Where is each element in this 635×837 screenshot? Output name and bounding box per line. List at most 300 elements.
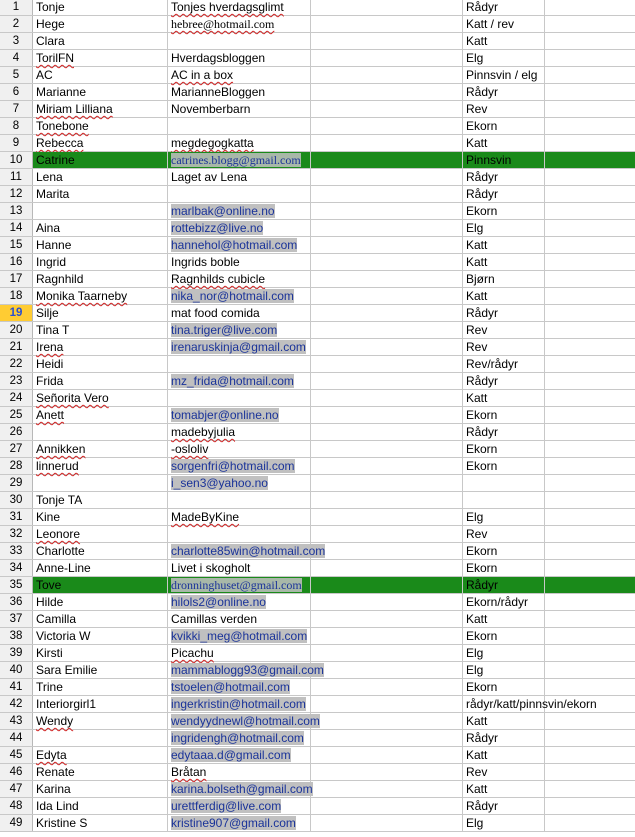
cell-blog[interactable]: kvikki_meg@hotmail.com	[168, 628, 311, 644]
cell-empty[interactable]	[545, 645, 635, 661]
table-row[interactable]	[0, 305, 635, 322]
cell-empty[interactable]	[311, 373, 463, 389]
row-header[interactable]: 10	[0, 152, 33, 168]
cell-name[interactable]: Kirsti	[33, 645, 168, 661]
cell-empty[interactable]	[311, 560, 463, 576]
cell-name[interactable]: Frida	[33, 373, 168, 389]
cell-animal[interactable]: Rådyr	[463, 84, 545, 100]
cell-empty[interactable]	[545, 526, 635, 542]
cell-blog[interactable]: mat food comida	[168, 305, 311, 321]
row-header[interactable]: 6	[0, 84, 33, 100]
table-row[interactable]	[0, 730, 635, 747]
row-header[interactable]: 42	[0, 696, 33, 712]
cell-animal[interactable]: Katt / rev	[463, 16, 545, 32]
cell-blog[interactable]: i_sen3@yahoo.no	[168, 475, 311, 491]
cell-empty[interactable]	[545, 373, 635, 389]
cell-empty[interactable]	[545, 798, 635, 814]
cell-blog[interactable]: hilols2@online.no	[168, 594, 311, 610]
cell-name[interactable]: Tove	[33, 577, 168, 593]
cell-empty[interactable]	[311, 169, 463, 185]
cell-blog[interactable]: marlbak@online.no	[168, 203, 311, 219]
cell-empty[interactable]	[311, 33, 463, 49]
cell-empty[interactable]	[311, 0, 463, 15]
cell-empty[interactable]	[545, 67, 635, 83]
row-header[interactable]: 11	[0, 169, 33, 185]
row-header[interactable]: 18	[0, 288, 33, 304]
cell-empty[interactable]	[311, 390, 463, 406]
cell-empty[interactable]	[545, 407, 635, 423]
cell-animal[interactable]: Rådyr	[463, 577, 545, 593]
cell-animal[interactable]: Ekorn	[463, 543, 545, 559]
cell-blog[interactable]: sorgenfri@hotmail.com	[168, 458, 311, 474]
cell-animal[interactable]: Rev	[463, 322, 545, 338]
cell-empty[interactable]	[311, 322, 463, 338]
row-header[interactable]: 31	[0, 509, 33, 525]
cell-animal[interactable]: Katt	[463, 390, 545, 406]
table-row[interactable]	[0, 135, 635, 152]
cell-animal[interactable]: Elg	[463, 220, 545, 236]
cell-animal[interactable]: Katt	[463, 288, 545, 304]
cell-name[interactable]: Hilde	[33, 594, 168, 610]
cell-empty[interactable]	[311, 475, 463, 491]
cell-blog[interactable]	[168, 118, 311, 134]
row-header[interactable]: 39	[0, 645, 33, 661]
cell-blog[interactable]: -osloliv	[168, 441, 311, 457]
cell-animal[interactable]: Pinnsvin / elg	[463, 67, 545, 83]
cell-name[interactable]: Irena	[33, 339, 168, 355]
cell-name[interactable]: Kine	[33, 509, 168, 525]
cell-animal[interactable]: Rev	[463, 764, 545, 780]
cell-blog[interactable]	[168, 526, 311, 542]
cell-blog[interactable]: Ingrids boble	[168, 254, 311, 270]
cell-empty[interactable]	[311, 101, 463, 117]
cell-empty[interactable]	[545, 441, 635, 457]
table-row[interactable]	[0, 526, 635, 543]
row-header[interactable]: 5	[0, 67, 33, 83]
row-header[interactable]: 21	[0, 339, 33, 355]
cell-name[interactable]: Hege	[33, 16, 168, 32]
cell-animal[interactable]: Ekorn	[463, 407, 545, 423]
cell-name[interactable]: Monika Taarneby	[33, 288, 168, 304]
cell-animal[interactable]	[463, 475, 545, 491]
cell-empty[interactable]	[311, 135, 463, 151]
table-row[interactable]	[0, 458, 635, 475]
cell-blog[interactable]: nika_nor@hotmail.com	[168, 288, 311, 304]
table-row[interactable]	[0, 390, 635, 407]
cell-empty[interactable]	[311, 118, 463, 134]
cell-empty[interactable]	[545, 713, 635, 729]
cell-blog[interactable]: dronninghuset@gmail.com	[168, 577, 311, 593]
cell-empty[interactable]	[311, 186, 463, 202]
row-header[interactable]: 15	[0, 237, 33, 253]
table-row[interactable]	[0, 237, 635, 254]
cell-blog[interactable]: mz_frida@hotmail.com	[168, 373, 311, 389]
row-header[interactable]: 29	[0, 475, 33, 491]
row-header[interactable]: 47	[0, 781, 33, 797]
table-row[interactable]	[0, 645, 635, 662]
cell-name[interactable]: Edyta	[33, 747, 168, 763]
cell-animal[interactable]: Rådyr	[463, 424, 545, 440]
cell-empty[interactable]	[311, 747, 463, 763]
cell-name[interactable]: Hanne	[33, 237, 168, 253]
cell-name[interactable]: Tonje TA	[33, 492, 168, 508]
table-row[interactable]	[0, 475, 635, 492]
cell-empty[interactable]	[545, 662, 635, 678]
row-header[interactable]: 40	[0, 662, 33, 678]
table-row[interactable]	[0, 339, 635, 356]
cell-empty[interactable]	[545, 356, 635, 372]
table-row[interactable]	[0, 764, 635, 781]
cell-empty[interactable]	[311, 356, 463, 372]
table-row[interactable]	[0, 577, 635, 594]
row-header[interactable]: 23	[0, 373, 33, 389]
cell-blog[interactable]: madebyjulia	[168, 424, 311, 440]
cell-animal[interactable]: Rev	[463, 339, 545, 355]
row-header[interactable]: 2	[0, 16, 33, 32]
cell-blog[interactable]: Novemberbarn	[168, 101, 311, 117]
cell-empty[interactable]	[545, 475, 635, 491]
cell-name[interactable]: Anett	[33, 407, 168, 423]
table-row[interactable]	[0, 407, 635, 424]
cell-name[interactable]: Ida Lind	[33, 798, 168, 814]
cell-empty[interactable]	[545, 696, 635, 712]
table-row[interactable]	[0, 0, 635, 16]
cell-name[interactable]: Camilla	[33, 611, 168, 627]
cell-animal[interactable]: Ekorn/rådyr	[463, 594, 545, 610]
cell-empty[interactable]	[545, 0, 635, 15]
cell-name[interactable]: Karina	[33, 781, 168, 797]
table-row[interactable]	[0, 254, 635, 271]
table-row[interactable]	[0, 373, 635, 390]
cell-blog[interactable]: megdegogkatta	[168, 135, 311, 151]
cell-empty[interactable]	[545, 203, 635, 219]
cell-empty[interactable]	[545, 543, 635, 559]
cell-blog[interactable]	[168, 356, 311, 372]
table-row[interactable]	[0, 679, 635, 696]
cell-name[interactable]: Kristine S	[33, 815, 168, 831]
row-header[interactable]: 3	[0, 33, 33, 49]
cell-empty[interactable]	[545, 33, 635, 49]
cell-empty[interactable]	[311, 424, 463, 440]
table-row[interactable]	[0, 186, 635, 203]
cell-empty[interactable]	[311, 152, 463, 168]
cell-name[interactable]: linnerud	[33, 458, 168, 474]
cell-blog[interactable]: kristine907@gmail.com	[168, 815, 311, 831]
row-header[interactable]: 32	[0, 526, 33, 542]
row-header[interactable]: 43	[0, 713, 33, 729]
cell-empty[interactable]	[311, 407, 463, 423]
cell-name[interactable]	[33, 475, 168, 491]
cell-name[interactable]: Charlotte	[33, 543, 168, 559]
cell-animal[interactable]: Pinnsvin	[463, 152, 545, 168]
cell-empty[interactable]	[311, 84, 463, 100]
cell-animal[interactable]: Elg	[463, 645, 545, 661]
cell-empty[interactable]	[545, 50, 635, 66]
cell-name[interactable]: Lena	[33, 169, 168, 185]
cell-name[interactable]: Wendy	[33, 713, 168, 729]
cell-blog[interactable]: mammablogg93@gmail.com	[168, 662, 311, 678]
table-row[interactable]	[0, 203, 635, 220]
cell-empty[interactable]	[545, 815, 635, 831]
cell-name[interactable]: Renate	[33, 764, 168, 780]
table-row[interactable]	[0, 713, 635, 730]
cell-animal[interactable]: Elg	[463, 509, 545, 525]
row-header[interactable]: 8	[0, 118, 33, 134]
row-header[interactable]: 27	[0, 441, 33, 457]
cell-empty[interactable]	[545, 288, 635, 304]
cell-empty[interactable]	[311, 509, 463, 525]
row-header[interactable]: 13	[0, 203, 33, 219]
cell-empty[interactable]	[311, 645, 463, 661]
cell-name[interactable]: Catrine	[33, 152, 168, 168]
cell-name[interactable]: Annikken	[33, 441, 168, 457]
table-row[interactable]	[0, 611, 635, 628]
cell-animal[interactable]: Katt	[463, 254, 545, 270]
row-header[interactable]: 45	[0, 747, 33, 763]
cell-empty[interactable]	[311, 492, 463, 508]
cell-empty[interactable]	[545, 84, 635, 100]
table-row[interactable]	[0, 747, 635, 764]
cell-animal[interactable]	[463, 492, 545, 508]
cell-empty[interactable]	[545, 764, 635, 780]
cell-animal[interactable]: Rådyr	[463, 186, 545, 202]
cell-empty[interactable]	[311, 67, 463, 83]
cell-animal[interactable]: Ekorn	[463, 203, 545, 219]
row-header[interactable]: 28	[0, 458, 33, 474]
cell-blog[interactable]: hebree@hotmail.com	[168, 16, 311, 32]
table-row[interactable]	[0, 169, 635, 186]
cell-empty[interactable]	[545, 135, 635, 151]
row-header[interactable]: 33	[0, 543, 33, 559]
table-row[interactable]	[0, 356, 635, 373]
cell-animal[interactable]: Bjørn	[463, 271, 545, 287]
table-row[interactable]	[0, 492, 635, 509]
cell-animal[interactable]: Ekorn	[463, 560, 545, 576]
cell-animal[interactable]: Katt	[463, 713, 545, 729]
cell-animal[interactable]: Rev	[463, 101, 545, 117]
table-row[interactable]	[0, 220, 635, 237]
cell-empty[interactable]	[311, 730, 463, 746]
cell-blog[interactable]: rottebizz@live.no	[168, 220, 311, 236]
cell-blog[interactable]: MadeByKine	[168, 509, 311, 525]
row-header[interactable]: 34	[0, 560, 33, 576]
cell-name[interactable]: Interiorgirl1	[33, 696, 168, 712]
cell-animal[interactable]: Elg	[463, 50, 545, 66]
cell-blog[interactable]: Camillas verden	[168, 611, 311, 627]
cell-blog[interactable]	[168, 492, 311, 508]
cell-empty[interactable]	[311, 662, 463, 678]
cell-animal[interactable]: Elg	[463, 815, 545, 831]
cell-blog[interactable]: Picachu	[168, 645, 311, 661]
cell-empty[interactable]	[311, 271, 463, 287]
row-header[interactable]: 41	[0, 679, 33, 695]
cell-empty[interactable]	[545, 152, 635, 168]
row-header[interactable]: 37	[0, 611, 33, 627]
table-row[interactable]	[0, 50, 635, 67]
cell-empty[interactable]	[311, 679, 463, 695]
table-row[interactable]	[0, 662, 635, 679]
cell-empty[interactable]	[311, 764, 463, 780]
cell-empty[interactable]	[311, 203, 463, 219]
cell-blog[interactable]: wendyydnewl@hotmail.com	[168, 713, 311, 729]
cell-name[interactable]: Silje	[33, 305, 168, 321]
cell-name[interactable]: Tonje	[33, 0, 168, 15]
cell-blog[interactable]	[168, 390, 311, 406]
row-header[interactable]: 44	[0, 730, 33, 746]
cell-empty[interactable]	[311, 237, 463, 253]
cell-blog[interactable]: Bråtan	[168, 764, 311, 780]
table-row[interactable]	[0, 101, 635, 118]
cell-empty[interactable]	[311, 696, 463, 712]
cell-empty[interactable]	[545, 237, 635, 253]
row-header[interactable]: 7	[0, 101, 33, 117]
cell-empty[interactable]	[311, 713, 463, 729]
cell-empty[interactable]	[545, 458, 635, 474]
cell-blog[interactable]: edytaaa.d@gmail.com	[168, 747, 311, 763]
cell-empty[interactable]	[311, 220, 463, 236]
cell-name[interactable]: Marita	[33, 186, 168, 202]
cell-name[interactable]: Ingrid	[33, 254, 168, 270]
table-row[interactable]	[0, 628, 635, 645]
cell-empty[interactable]	[545, 254, 635, 270]
cell-empty[interactable]	[545, 594, 635, 610]
cell-animal[interactable]: Elg	[463, 662, 545, 678]
row-header[interactable]: 26	[0, 424, 33, 440]
cell-empty[interactable]	[545, 16, 635, 32]
cell-name[interactable]: Sara Emilie	[33, 662, 168, 678]
row-header[interactable]: 1	[0, 0, 33, 15]
cell-empty[interactable]	[311, 50, 463, 66]
table-row[interactable]	[0, 288, 635, 305]
cell-animal[interactable]: Ekorn	[463, 118, 545, 134]
cell-name[interactable]: Tonebone	[33, 118, 168, 134]
row-header[interactable]: 17	[0, 271, 33, 287]
row-header[interactable]: 19	[0, 305, 33, 321]
table-row[interactable]	[0, 815, 635, 832]
cell-animal[interactable]: Katt	[463, 33, 545, 49]
cell-name[interactable]	[33, 730, 168, 746]
cell-animal[interactable]: Ekorn	[463, 679, 545, 695]
cell-animal[interactable]: Katt	[463, 135, 545, 151]
cell-name[interactable]: Miriam Lilliana	[33, 101, 168, 117]
cell-empty[interactable]	[311, 16, 463, 32]
cell-empty[interactable]	[311, 288, 463, 304]
cell-empty[interactable]	[545, 118, 635, 134]
cell-empty[interactable]	[545, 679, 635, 695]
cell-blog[interactable]: Hverdagsbloggen	[168, 50, 311, 66]
cell-blog[interactable]: tina.triger@live.com	[168, 322, 311, 338]
cell-animal[interactable]: Katt	[463, 747, 545, 763]
row-header[interactable]: 22	[0, 356, 33, 372]
cell-empty[interactable]	[311, 339, 463, 355]
cell-blog[interactable]: AC in a box	[168, 67, 311, 83]
row-header[interactable]: 12	[0, 186, 33, 202]
cell-blog[interactable]: charlotte85win@hotmail.com	[168, 543, 311, 559]
table-row[interactable]	[0, 67, 635, 84]
cell-animal[interactable]: Rådyr	[463, 373, 545, 389]
cell-animal[interactable]: Rådyr	[463, 730, 545, 746]
table-row[interactable]	[0, 271, 635, 288]
cell-animal[interactable]: Rådyr	[463, 305, 545, 321]
row-header[interactable]: 38	[0, 628, 33, 644]
cell-blog[interactable]: irenaruskinja@gmail.com	[168, 339, 311, 355]
cell-empty[interactable]	[311, 594, 463, 610]
table-row[interactable]	[0, 543, 635, 560]
row-header[interactable]: 4	[0, 50, 33, 66]
cell-name[interactable]: Clara	[33, 33, 168, 49]
cell-animal[interactable]: Katt	[463, 237, 545, 253]
cell-empty[interactable]	[545, 492, 635, 508]
cell-empty[interactable]	[545, 577, 635, 593]
cell-empty[interactable]	[311, 543, 463, 559]
cell-name[interactable]: Aina	[33, 220, 168, 236]
cell-name[interactable]: Victoria W	[33, 628, 168, 644]
cell-empty[interactable]	[311, 254, 463, 270]
table-row[interactable]	[0, 118, 635, 135]
cell-blog[interactable]: tomabjer@online.no	[168, 407, 311, 423]
cell-blog[interactable]: Tonjes hverdagsglimt	[168, 0, 311, 15]
cell-name[interactable]	[33, 203, 168, 219]
cell-empty[interactable]	[311, 815, 463, 831]
cell-animal[interactable]: Rådyr	[463, 169, 545, 185]
cell-blog[interactable]: urettferdig@live.com	[168, 798, 311, 814]
cell-animal[interactable]: rådyr/katt/pinnsvin/ekorn	[463, 696, 545, 712]
cell-name[interactable]: AC	[33, 67, 168, 83]
cell-blog[interactable]: hannehol@hotmail.com	[168, 237, 311, 253]
cell-animal[interactable]: Rådyr	[463, 798, 545, 814]
cell-name[interactable]: Rebecca	[33, 135, 168, 151]
cell-empty[interactable]	[311, 781, 463, 797]
row-header[interactable]: 9	[0, 135, 33, 151]
cell-blog[interactable]: ingerkristin@hotmail.com	[168, 696, 311, 712]
cell-empty[interactable]	[545, 560, 635, 576]
cell-name[interactable]: Señorita Vero	[33, 390, 168, 406]
cell-empty[interactable]	[545, 101, 635, 117]
cell-animal[interactable]: Ekorn	[463, 441, 545, 457]
cell-blog[interactable]: Ragnhilds cubicle	[168, 271, 311, 287]
cell-animal[interactable]: Rådyr	[463, 0, 545, 15]
cell-name[interactable]: Leonore	[33, 526, 168, 542]
table-row[interactable]	[0, 322, 635, 339]
table-row[interactable]	[0, 84, 635, 101]
table-row[interactable]	[0, 509, 635, 526]
row-header[interactable]: 48	[0, 798, 33, 814]
cell-blog[interactable]	[168, 186, 311, 202]
cell-blog[interactable]: karina.bolseth@gmail.com	[168, 781, 311, 797]
cell-empty[interactable]	[545, 322, 635, 338]
row-header[interactable]: 16	[0, 254, 33, 270]
row-header[interactable]: 36	[0, 594, 33, 610]
table-row[interactable]	[0, 441, 635, 458]
cell-empty[interactable]	[311, 441, 463, 457]
cell-empty[interactable]	[545, 186, 635, 202]
cell-empty[interactable]	[545, 611, 635, 627]
cell-empty[interactable]	[545, 305, 635, 321]
cell-empty[interactable]	[311, 611, 463, 627]
cell-blog[interactable]	[168, 33, 311, 49]
cell-animal[interactable]: Katt	[463, 781, 545, 797]
cell-empty[interactable]	[311, 526, 463, 542]
row-header[interactable]: 25	[0, 407, 33, 423]
table-row[interactable]	[0, 16, 635, 33]
table-row[interactable]	[0, 781, 635, 798]
cell-empty[interactable]	[545, 169, 635, 185]
cell-blog[interactable]: Laget av Lena	[168, 169, 311, 185]
table-row[interactable]	[0, 152, 635, 169]
cell-blog[interactable]: tstoelen@hotmail.com	[168, 679, 311, 695]
cell-blog[interactable]: Livet i skogholt	[168, 560, 311, 576]
cell-name[interactable]: Anne-Line	[33, 560, 168, 576]
